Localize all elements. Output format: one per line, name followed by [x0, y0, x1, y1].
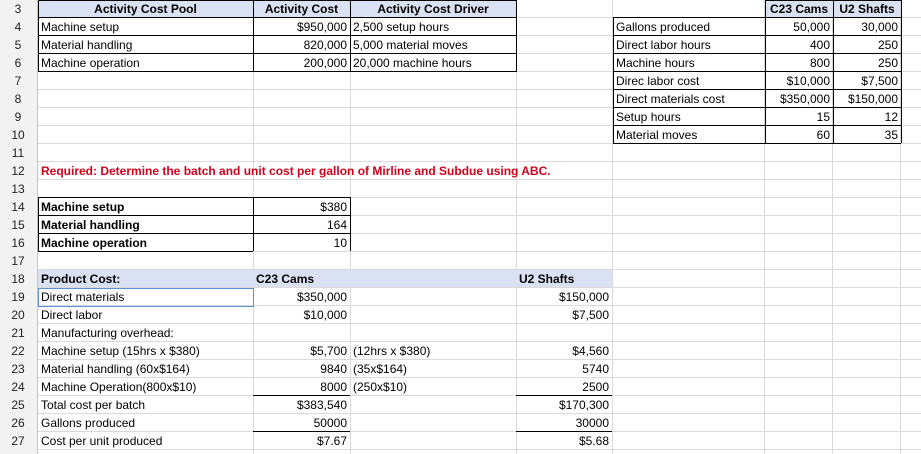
- row-number[interactable]: 27: [11, 434, 25, 448]
- row-number[interactable]: 18: [11, 272, 25, 286]
- row-number[interactable]: 3: [14, 2, 22, 16]
- row-number[interactable]: 26: [11, 416, 25, 430]
- u2-cost-cell[interactable]: $7,500: [572, 308, 609, 322]
- u2-shafts-column-header[interactable]: U2 Shafts: [519, 272, 575, 286]
- c23-value-cell[interactable]: $10,000: [786, 74, 830, 88]
- u2-cost-cell[interactable]: 5740: [582, 362, 609, 376]
- c23-value-cell[interactable]: 15: [816, 110, 830, 124]
- rate-label-cell[interactable]: Material handling: [41, 218, 140, 232]
- cost-label-cell[interactable]: Machine Operation(800x$10): [41, 380, 197, 394]
- u2-cost-cell[interactable]: $150,000: [558, 290, 609, 304]
- row-number[interactable]: 17: [11, 254, 25, 268]
- cost-label-cell[interactable]: Direct materials: [41, 290, 125, 304]
- required-instruction[interactable]: Required: Determine the batch and unit cost per gallon of Mirline and Subdue using ABC.: [41, 164, 551, 178]
- product-label-cell[interactable]: Direct labor hours: [616, 38, 711, 52]
- row-number[interactable]: 25: [11, 398, 25, 412]
- row-number[interactable]: 15: [11, 218, 25, 232]
- cost-label-cell[interactable]: Material handling (60x$164): [41, 362, 190, 376]
- c23-cost-cell[interactable]: 9840: [320, 362, 347, 376]
- row-number[interactable]: 7: [14, 74, 22, 88]
- activity-driver-header[interactable]: Activity Cost Driver: [377, 2, 489, 16]
- border-line: [901, 0, 902, 143]
- u2-cost-cell[interactable]: 30000: [575, 416, 609, 430]
- row-number[interactable]: 12: [11, 164, 25, 178]
- row-number[interactable]: 22: [11, 344, 25, 358]
- rate-value-cell[interactable]: 10: [333, 236, 347, 250]
- u2-shafts-header[interactable]: U2 Shafts: [839, 2, 895, 16]
- cost-label-cell[interactable]: Machine setup (15hrs x $380): [41, 344, 200, 358]
- c23-cams-column-header[interactable]: C23 Cams: [256, 272, 315, 286]
- c23-cost-cell[interactable]: $5,700: [310, 344, 347, 358]
- rate-label-cell[interactable]: Machine operation: [41, 236, 148, 250]
- u2-cost-cell[interactable]: 2500: [582, 380, 609, 394]
- row-number[interactable]: 21: [11, 326, 25, 340]
- cost-label-cell[interactable]: Gallons produced: [41, 416, 136, 430]
- c23-value-cell[interactable]: 60: [816, 128, 830, 142]
- activity-cost-header[interactable]: Activity Cost: [264, 2, 339, 16]
- row-number[interactable]: 14: [11, 200, 25, 214]
- activity-pool-cell[interactable]: Machine setup: [41, 20, 120, 34]
- u2-value-cell[interactable]: 35: [884, 128, 898, 142]
- activity-cost-cell[interactable]: 820,000: [303, 38, 347, 52]
- rate-value-cell[interactable]: $380: [320, 200, 347, 214]
- product-label-cell[interactable]: Direct materials cost: [616, 92, 725, 106]
- row-number[interactable]: 11: [11, 146, 25, 160]
- row-number[interactable]: 16: [11, 236, 25, 250]
- rate-value-cell[interactable]: 164: [326, 218, 347, 232]
- c23-value-cell[interactable]: $350,000: [779, 92, 830, 106]
- u2-value-cell[interactable]: 250: [877, 38, 898, 52]
- row-number[interactable]: 20: [11, 308, 25, 322]
- cost-label-cell[interactable]: Manufacturing overhead:: [41, 326, 174, 340]
- u2-cost-cell[interactable]: $4,560: [572, 344, 609, 358]
- u2-value-cell[interactable]: 250: [877, 56, 898, 70]
- row-number[interactable]: 9: [14, 110, 22, 124]
- row-number[interactable]: 8: [14, 92, 22, 106]
- row-number[interactable]: 10: [11, 128, 25, 142]
- row-number[interactable]: 24: [11, 380, 25, 394]
- c23-cost-cell[interactable]: $7.67: [316, 434, 347, 448]
- u2-cost-cell[interactable]: $170,300: [558, 398, 609, 412]
- c23-cost-cell[interactable]: $350,000: [296, 290, 347, 304]
- product-label-cell[interactable]: Direc labor cost: [616, 74, 700, 88]
- u2-value-cell[interactable]: $150,000: [847, 92, 898, 106]
- row-number[interactable]: 13: [11, 182, 25, 196]
- activity-cost-cell[interactable]: 200,000: [303, 56, 347, 70]
- rate-label-cell[interactable]: Machine setup: [41, 200, 125, 214]
- cost-label-cell[interactable]: Total cost per batch: [41, 398, 146, 412]
- c23-value-cell[interactable]: 800: [809, 56, 830, 70]
- activity-pool-cell[interactable]: Material handling: [41, 38, 133, 52]
- row-header-column: [0, 0, 38, 454]
- activity-driver-cell[interactable]: 20,000 machine hours: [353, 56, 472, 70]
- row-number[interactable]: 6: [14, 56, 22, 70]
- u2-value-cell[interactable]: $7,500: [861, 74, 898, 88]
- row-number[interactable]: 5: [14, 38, 22, 52]
- c23-cost-cell[interactable]: 50000: [313, 416, 347, 430]
- row-number[interactable]: 19: [11, 290, 25, 304]
- activity-driver-cell[interactable]: 2,500 setup hours: [353, 20, 450, 34]
- activity-cost-cell[interactable]: $950,000: [296, 20, 347, 34]
- border-line: [350, 197, 351, 251]
- cost-label-cell[interactable]: Direct labor: [41, 308, 103, 322]
- u2-calc-note[interactable]: (250x$10): [353, 380, 408, 394]
- c23-value-cell[interactable]: 400: [809, 38, 830, 52]
- c23-cost-cell[interactable]: $383,540: [296, 398, 347, 412]
- cost-label-cell[interactable]: Cost per unit produced: [41, 434, 163, 448]
- product-label-cell[interactable]: Material moves: [616, 128, 698, 142]
- activity-pool-cell[interactable]: Machine operation: [41, 56, 140, 70]
- product-cost-title[interactable]: Product Cost:: [41, 272, 121, 286]
- product-label-cell[interactable]: Machine hours: [616, 56, 695, 70]
- row-number[interactable]: 4: [14, 20, 22, 34]
- u2-value-cell[interactable]: 12: [884, 110, 898, 124]
- u2-calc-note[interactable]: (35x$164): [353, 362, 408, 376]
- c23-cost-cell[interactable]: $10,000: [303, 308, 347, 322]
- product-label-cell[interactable]: Setup hours: [616, 110, 681, 124]
- u2-value-cell[interactable]: 30,000: [861, 20, 898, 34]
- u2-cost-cell[interactable]: $5.68: [578, 434, 609, 448]
- c23-cams-header[interactable]: C23 Cams: [769, 2, 829, 16]
- product-label-cell[interactable]: Gallons produced: [616, 20, 711, 34]
- activity-driver-cell[interactable]: 5,000 material moves: [353, 38, 468, 52]
- activity-pool-header[interactable]: Activity Cost Pool: [94, 2, 197, 16]
- u2-calc-note[interactable]: (12hrs x $380): [353, 344, 431, 358]
- row-number[interactable]: 23: [11, 362, 25, 376]
- c23-cost-cell[interactable]: 8000: [320, 380, 347, 394]
- c23-value-cell[interactable]: 50,000: [793, 20, 830, 34]
